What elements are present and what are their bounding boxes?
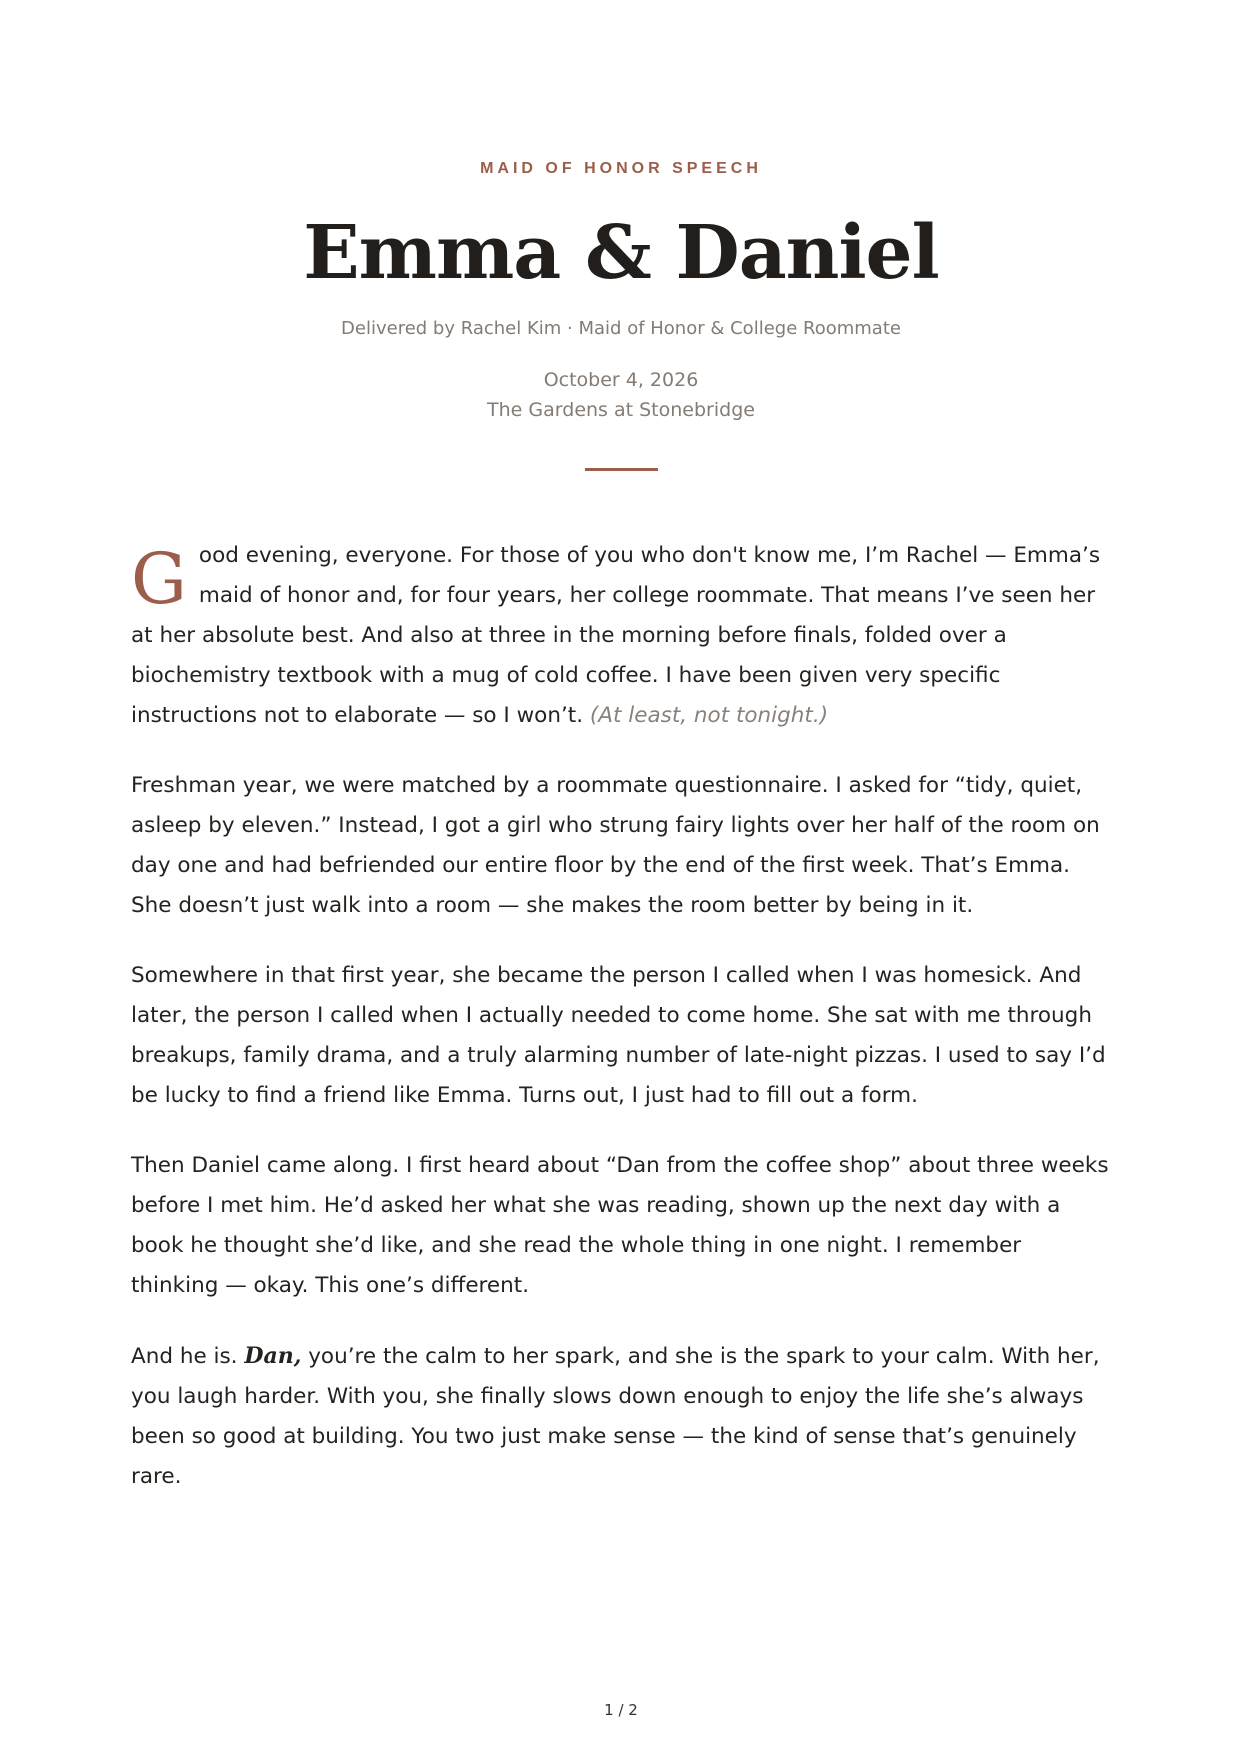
paragraph: Freshman year, we were matched by a roommate questionnaire. I asked for “tidy, quiet, asleep by eleven.” Instead, I got a girl who strung fairy lights over her half of the room on day one and had befriended our entire floor by the end of the first week. That’s Emma. She doesn’t just walk into a room — she makes the room better by being in it.: [131, 773, 1100, 918]
page-number: 1 / 2: [604, 1701, 638, 1719]
addressee-name: Dan,: [244, 1343, 302, 1369]
divider: [585, 468, 658, 471]
eyebrow-label: MAID OF HONOR SPEECH: [480, 160, 762, 177]
paragraph: [131, 1336, 1113, 1497]
paragraph-text: ood evening, everyone. For those of you who don't know me, I’m Rachel — Emma’s maid of honor and, for four years, her college roommate. That means I’ve seen her at her absolute best. And also at three in the morning before finals, folded over a biochemistry textbook with a mug of cold coffee. I have been given very specific instructions not to elaborate — so I won’t.: [131, 543, 1101, 728]
speech-body: [131, 536, 1113, 1527]
paragraph: Somewhere in that first year, she became the person I called when I was homesick. And later, the person I called when I actually needed to come home. She sat with me through breakups, family drama, and a truly alarming number of late-night pizzas. I used to say I’d be lucky to find a friend like Emma. Turns out, I just had to fill out a form.: [131, 963, 1106, 1108]
event-date: October 4, 2026: [543, 369, 699, 391]
paragraph-lead: And he is.: [131, 1344, 238, 1369]
byline: Delivered by Rachel Kim · Maid of Honor & College Roommate: [341, 318, 901, 339]
event-venue: The Gardens at Stonebridge: [487, 399, 755, 421]
aside-note: (At least, not tonight.): [589, 703, 829, 728]
page-title: Emma & Daniel: [303, 210, 939, 296]
paragraph-text: you’re the calm to her spark, and she is the spark to your calm. With her, you laugh harder. With you, she finally slows down enough to enjoy the life she’s always been so good at building. You two just make sense — the kind of sense that’s genuinely rare.: [131, 1344, 1100, 1489]
paragraph: [131, 536, 1113, 736]
paragraph: Then Daniel came along. I first heard about “Dan from the coffee shop” about three weeks before I met him. He’d asked her what she was reading, shown up the next day with a book he thought she’d like, and she read the whole thing in one night. I remember thinking — okay. This one’s different.: [131, 1153, 1109, 1298]
drop-cap: G: [131, 538, 187, 620]
